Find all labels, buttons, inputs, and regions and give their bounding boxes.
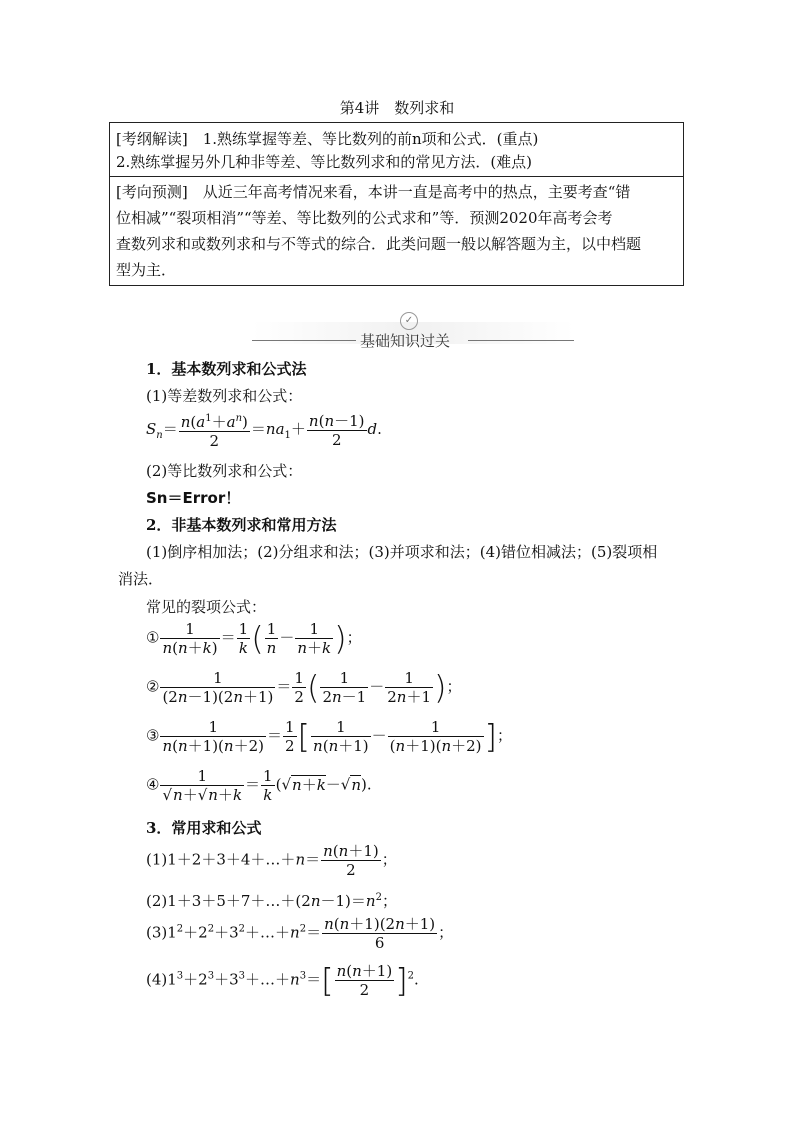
syllabus-line-1: [考纲解读] 1.熟练掌握等差、等比数列的前n项和公式．(重点) [116,130,539,148]
banner-rule-right [468,340,574,341]
section-3-heading: 3．常用求和公式 [146,819,262,837]
banner-rule-left [252,340,356,341]
forecast-line-2: 位相减”“裂项相消”“等差、等比数列的公式求和”等．预测2020年高考会考 [116,209,613,227]
methods-line-1: (1)倒序相加法；(2)分组求和法；(3)并项求和法；(4)错位相减法；(5)裂项相 [146,543,658,561]
section-1-heading: 1．基本数列求和公式法 [146,360,307,378]
section-banner [252,312,574,354]
common-split-label: 常见的裂项公式： [146,598,267,616]
arithmetic-sum-formula: $S_n=$ $\frac{n(a^1+a^n)}{2}$ $=na_1+$ $\frac{n(n-1)}{2}$ d. [146,411,382,450]
syllabus-row [110,123,683,177]
geometric-sum-label: (2)等比数列求和公式： [146,462,303,480]
sum-formula-2: $(2)1+3+5+7+\dots+(2n-1)=n^2$； [146,892,397,910]
syllabus-box [109,122,684,286]
page-title: 第4讲 数列求和 [339,99,455,117]
leaf-icon: ✓ [400,312,418,330]
syllabus-line-2: 2.熟练掌握另外几种非等差、等比数列求和的常见方法．(难点) [116,153,533,171]
split-formula-2: ② $\frac{1}{(2n-1)(2n+1)}$ ＝ $\frac{1}{2}$ ( $\frac{1}{2n-1}$ － $\frac{1}{2n+1}$ )； [146,668,462,707]
forecast-line-3: 查数列求和或数列求和与不等式的综合．此类问题一般以解答题为主，以中档题 [116,235,642,253]
split-formula-1: ① $\frac{1}{n(n+k)}$ ＝ $\frac{1}{k}$ ( $\frac{1}{n}$ － $\frac{1}{n+k}$ )； [146,619,362,658]
sum-formula-3: $(3)1^2+2^2+3^2+\dots+n^2=$ $\frac{n(n+1)(2n+1)}{6}$ ； [146,915,454,952]
methods-line-2: 消法． [118,570,164,588]
split-formula-3: ③ $\frac{1}{n(n+1)(n+2)}$ ＝ $\frac{1}{2}$ [ $\frac{1}{n(n+1)}$ － $\frac{1}{(n+1)(n+2)}$ ]； [146,717,513,756]
forecast-line-1: [考向预测] 从近三年高考情况来看，本讲一直是高考中的热点，主要考查“错 [116,183,631,201]
geometric-sum-formula: Sn＝Error！ [146,489,241,507]
forecast-line-4: 型为主． [116,261,177,279]
section-2-heading: 2．非基本数列求和常用方法 [146,516,337,534]
sum-formula-1: (1)1＋2＋3＋4＋…＋n＝ $\frac{n(n+1)}{2}$ ； [146,842,397,879]
section-title: 基础知识过关 [360,332,451,350]
sum-formula-4: $(4)1^3+2^3+3^3+\dots+n^3=$[ $\frac{n(n+1)}{2}$ ]$^2$. [146,961,419,1000]
arithmetic-sum-label: (1)等差数列求和公式： [146,387,303,405]
split-formula-4: ④ $\frac{1}{√n+√n+k}$ ＝ $\frac{1}{k}$ (√n＋k－√n). [146,767,372,804]
